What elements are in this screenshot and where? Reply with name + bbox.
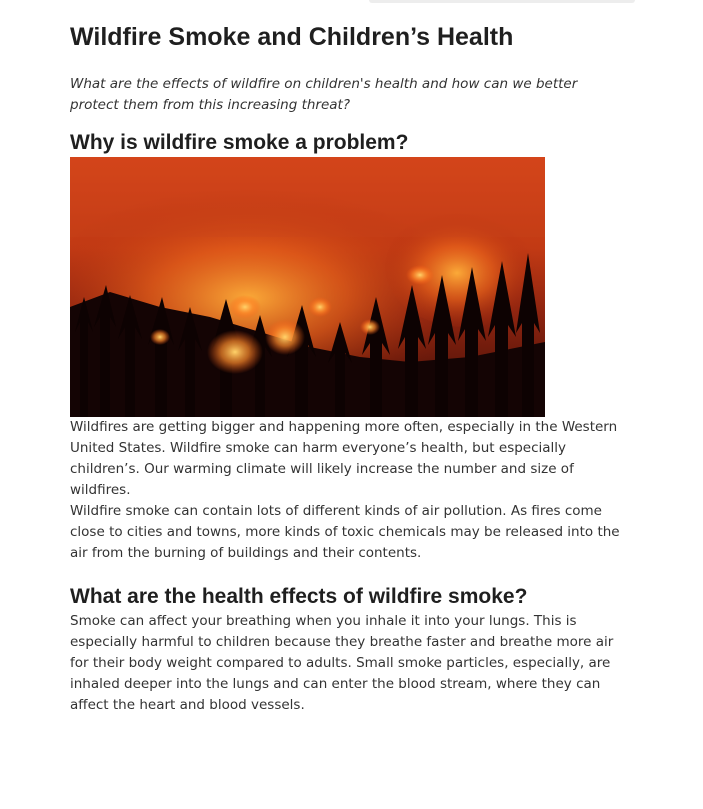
paragraph-problem-2: Wildfire smoke can contain lots of different kinds of air pollution. As fires come close to cities and towns, more kinds of toxic chemicals may be released into the air from the burning of buildings and their contents. [70,503,620,561]
wildfire-photo [70,157,545,417]
page-title: Wildfire Smoke and Children’s Health [70,23,514,51]
article-subtitle: What are the effects of wildfire on children's health and how can we better protect them from this increasing threat? [70,76,578,113]
wildfire-image [70,157,545,417]
paragraph-health-effects-1: Smoke can affect your breathing when you inhale it into your lungs. This is especially harmful to children because they breathe faster and breathe more air for their body weight compared to adults. Small smoke particles, especially, are inhaled deeper into the lungs and can enter the blood stream, where they can affect the heart and blood vessels. [70,613,614,713]
section-heading-health-effects: What are the health effects of wildfire smoke? [70,585,528,608]
section-heading-problem: Why is wildfire smoke a problem? [70,131,409,154]
top-scroll-bar [369,0,635,3]
paragraph-problem-1: Wildfires are getting bigger and happening more often, especially in the Western United States. Wildfire smoke can harm everyone’s health, but especially children’s. Our warming climate will likely increase the number and size of wildfires. [70,419,618,498]
article [70,20,630,716]
